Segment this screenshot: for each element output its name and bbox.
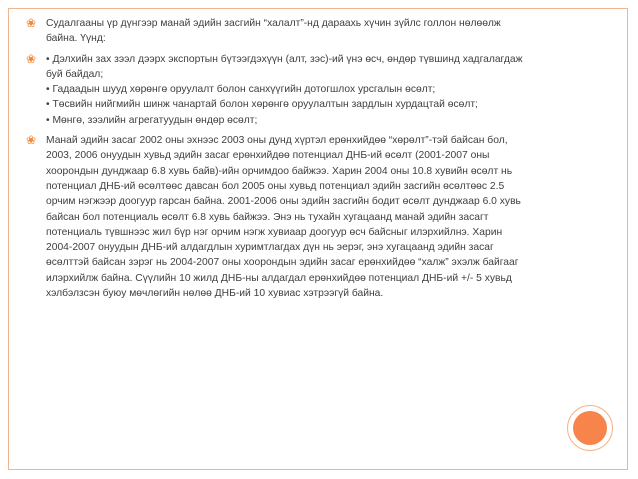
text-line: орчим нэгжээр доогуур гарсан байна. 2001-2006 оны эдийн засгийн бодит өсөлт дунджаар 6.0 хувь — [46, 196, 521, 208]
bullet-icon: ❀ — [26, 16, 37, 30]
text-line: • Мөнгө, зээлийн агрегатуудын өндөр өсөлт; — [46, 114, 258, 126]
text-line: 2004-2007 онуудын ДНБ-ий алдагдлын хуримтлагдах дүн нь эерэг, энэ хугацаанд эдийн засаг — [46, 242, 494, 254]
text-line: байсан бол потенциаль өсөлт 6.8 хувь байжээ. Энэ нь тухайн хугацаанд манай эдийн засагт — [46, 211, 489, 223]
paragraph-3 — [28, 133, 620, 301]
text-line: хоорондын дунджаар 6.8 хувь байв)-ийн орчимдоо байжээ. Харин 2004 оны 10.8 хувийн өсөлт нь — [46, 165, 513, 177]
text-line: илэрхийлж байна. Сүүлийн 10 жилд ДНБ-ны алдагдал ерөнхийдөө потенциал ДНБ-ий +/- 5 хувьд — [46, 272, 512, 284]
bullet-icon: ❀ — [26, 133, 37, 148]
text-line: потенциаль түвшнээс жил бүр нэг орчим нэгж хувиаар доогуур өсч байсныг илэрхийлнэ. Харин — [46, 226, 503, 238]
text-line: • Дэлхийн зах зээл дээрх экспортын бүтээгдэхүүн (алт, зэс)-ий үнэ өсч, өндөр түвшинд хадгалагдаж — [46, 53, 523, 65]
decorative-circle-icon — [567, 405, 613, 451]
text-line: Манай эдийн засаг 2002 оны эхнээс 2003 оны дунд хүртэл ерөнхийдөө “хөрөлт”-тэй байсан бол, — [46, 135, 508, 147]
text-line: Судалгааны үр дүнгээр манай эдийн засгийн “халалт”-нд дараахь хүчин зүйлс голлон нөлөөлж — [46, 18, 501, 29]
text-line: • Төсвийн нийгмийн шинж чанартай болон хөрөнгө оруулалтын зардлын хурдацтай өсөлт; — [46, 99, 478, 111]
text-line: өсөлттэй байсан зэрэг нь 2004-2007 оны хоорондын эдийн засаг ерөнхийдөө “халж” эхэлж байгааг — [46, 257, 519, 269]
paragraph-1 — [28, 16, 620, 47]
text-line: 2003, 2006 онуудын хувьд эдийн засаг ерөнхийдөө потенциал ДНБ-ий өсөлт (2001-2007 оны — [46, 150, 490, 162]
bullet-icon: ❀ — [26, 51, 37, 66]
text-line: байна. Үүнд: — [46, 33, 106, 45]
paragraph-2 — [28, 52, 620, 128]
decorative-circle-fill — [573, 411, 607, 445]
text-line: потенциал ДНБ-ий өсөлтөөс давсан бол 2005 оны хувьд потенциал эдийн засгийн өсөлтөөс 2.5 — [46, 180, 505, 192]
text-line: хэлбэлзсэн буюу мөчлөгийн нөлөө ДНБ-ий 10 хувиас хэтрээгүй байна. — [46, 288, 384, 300]
text-line: • Гадаадын шууд хөрөнгө оруулалт болон санхүүгийн дотогшлох урсгалын өсөлт; — [46, 84, 436, 96]
slide-body — [28, 16, 620, 301]
text-line: буй байдал; — [46, 68, 104, 80]
